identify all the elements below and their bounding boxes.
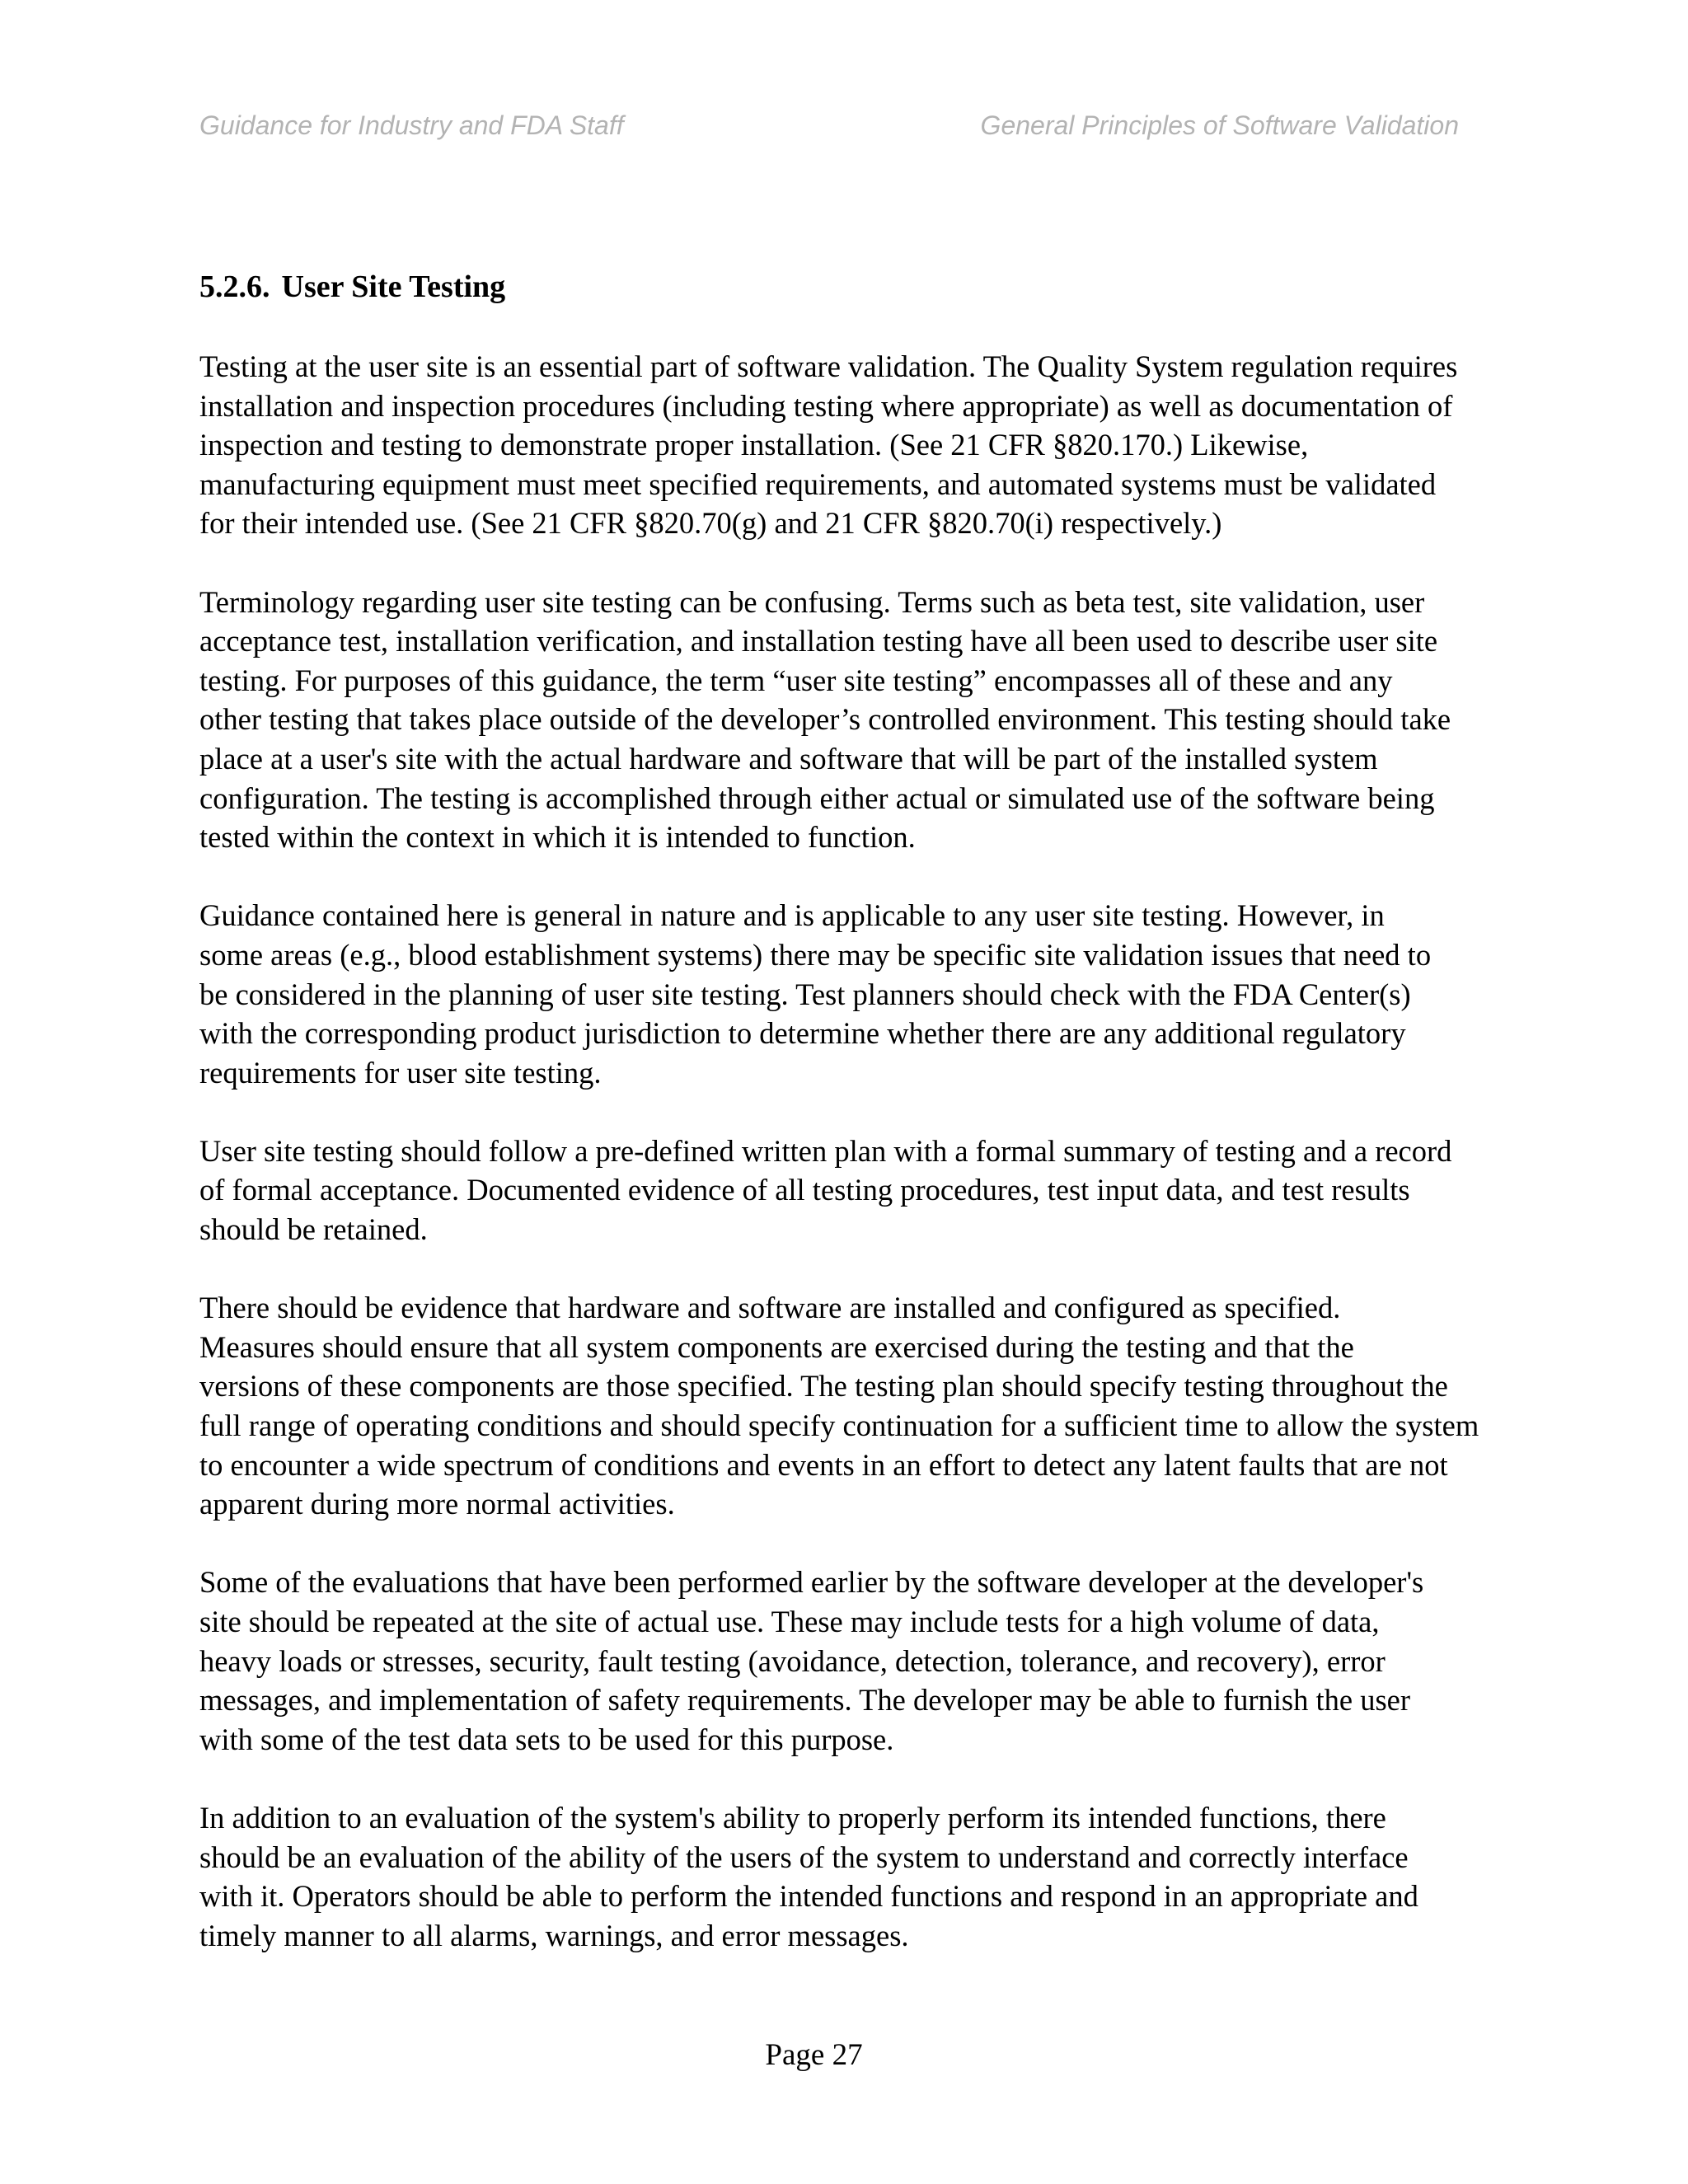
paragraph-6 (199, 1563, 1493, 1759)
text-line: installation and inspection procedures (including testing where appropriate) as well as documentation of (199, 388, 1453, 423)
text-line: place at a user's site with the actual hardware and software that will be part of the installed system (199, 741, 1378, 776)
text-line: Guidance contained here is general in nature and is applicable to any user site testing. However, in (199, 898, 1385, 933)
text-line: timely manner to all alarms, warnings, and error messages. (199, 1918, 909, 1952)
text-line: full range of operating conditions and should specify continuation for a sufficient time to allow the system (199, 1408, 1479, 1443)
text-line: with the corresponding product jurisdiction to determine whether there are any additional regulatory (199, 1016, 1406, 1051)
paragraph-2 (199, 583, 1493, 857)
text-line: acceptance test, installation verification, and installation testing have all been used to describe user site (199, 624, 1438, 658)
text-line: some areas (e.g., blood establishment systems) there may be specific site validation issues that need to (199, 937, 1432, 972)
text-line: site should be repeated at the site of actual use. These may include tests for a high volume of data, (199, 1605, 1380, 1638)
text-line: messages, and implementation of safety requirements. The developer may be able to furnish the user (199, 1683, 1411, 1718)
text-line: inspection and testing to demonstrate proper installation. (See 21 CFR §820.170.) Likewise, (199, 428, 1309, 462)
page-number: Page 27 (765, 2038, 863, 2072)
text-line: apparent during more normal activities. (199, 1487, 675, 1521)
text-line: There should be evidence that hardware and software are installed and configured as specified. (199, 1291, 1341, 1325)
section-number: 5.2.6. (199, 269, 270, 304)
text-line: to encounter a wide spectrum of conditions and events in an effort to detect any latent faults that are not (199, 1447, 1448, 1482)
text-line: Measures should ensure that all system components are exercised during the testing and that the (199, 1329, 1354, 1364)
section-title: User Site Testing (281, 269, 506, 304)
text-line: Some of the evaluations that have been performed earlier by the software developer at the developer's (199, 1565, 1424, 1600)
text-line: of formal acceptance. Documented evidence of all testing procedures, test input data, and test results (199, 1173, 1410, 1207)
text-line: be considered in the planning of user site testing. Test planners should check with the FDA Center(s) (199, 977, 1411, 1011)
text-line: In addition to an evaluation of the system's ability to properly perform its intended functions, there (199, 1800, 1386, 1835)
text-line: should be an evaluation of the ability of the users of the system to understand and correctly interface (199, 1840, 1409, 1874)
text-line: Testing at the user site is an essential part of software validation. The Quality System regulation requires (199, 349, 1458, 383)
text-line: for their intended use. (See 21 CFR §820.70(g) and 21 CFR §820.70(i) respectively.) (199, 506, 1222, 541)
paragraph-3 (199, 896, 1493, 1092)
paragraph-7 (199, 1798, 1493, 1955)
text-line: should be retained. (199, 1212, 428, 1247)
text-line: other testing that takes place outside of the developer’s controlled environment. This testing should take (199, 702, 1451, 737)
text-line: Terminology regarding user site testing can be confusing. Terms such as beta test, site validation, user (199, 584, 1425, 619)
text-line: tested within the context in which it is intended to function. (199, 820, 916, 855)
text-line: configuration. The testing is accomplished through either actual or simulated use of the software being (199, 780, 1435, 815)
text-line: manufacturing equipment must meet specified requirements, and automated systems must be validated (199, 466, 1437, 501)
text-line: versions of these components are those specified. The testing plan should specify testing throughout the (199, 1369, 1448, 1404)
running-header-right: General Principles of Software Validation (980, 110, 1459, 140)
section-heading (199, 267, 1493, 307)
text-line: testing. For purposes of this guidance, the term “user site testing” encompasses all of these and any (199, 663, 1393, 697)
text-line: requirements for user site testing. (199, 1055, 602, 1090)
running-header-left: Guidance for Industry and FDA Staff (199, 110, 624, 140)
text-line: User site testing should follow a pre-defined written plan with a formal summary of testing and a record (199, 1133, 1452, 1168)
text-line: with some of the test data sets to be used for this purpose. (199, 1722, 894, 1756)
text-line: with it. Operators should be able to perform the intended functions and respond in an appropriate and (199, 1879, 1418, 1914)
page-body (199, 267, 1493, 1994)
paragraph-1 (199, 347, 1493, 543)
text-line: heavy loads or stresses, security, fault testing (avoidance, detection, tolerance, and recovery), error (199, 1643, 1386, 1678)
paragraph-4 (199, 1132, 1493, 1249)
paragraph-5 (199, 1288, 1493, 1524)
